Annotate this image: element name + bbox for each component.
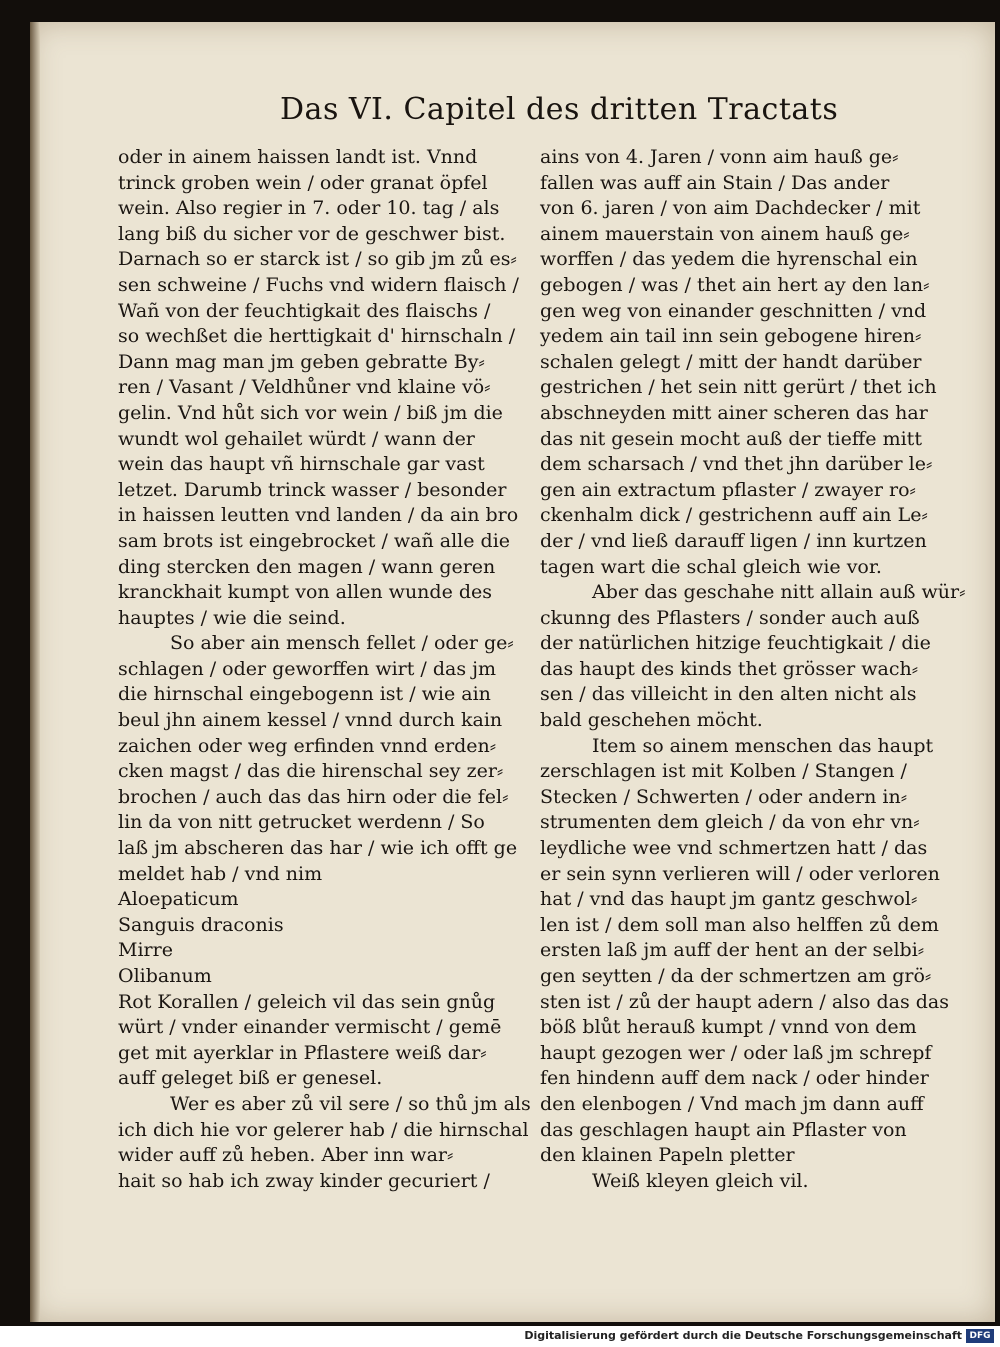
text-line: worffen / das yedem die hyrenschal ein [540, 248, 918, 271]
text-line: haupt gezogen wer / oder laß jm schrepf [540, 1041, 932, 1064]
text-line: würt / vnder einander vermischt / gemē [118, 1016, 502, 1039]
text-line: wein. Also regier in 7. oder 10. tag / als [118, 197, 500, 220]
text-line: ainem mauerstain von ainem hauß ge⸗ [540, 222, 910, 245]
text-line: den klainen Papeln pletter [540, 1144, 795, 1167]
text-line: wein das haupt vñ hirnschale gar vast [118, 453, 485, 476]
text-line: ich dich hie vor gelerer hab / die hirnschal [118, 1118, 529, 1141]
text-line: lin da von nitt getrucket werdenn / So [118, 811, 485, 834]
text-line: Sanguis draconis [118, 913, 284, 936]
text-line: dem scharsach / vnd thet jhn darüber le⸗ [540, 453, 933, 476]
text-line: Wer es aber zů vil sere / so thů jm als [170, 1092, 531, 1115]
text-line: Item so ainem menschen das haupt [592, 734, 934, 757]
text-line: leydliche wee vnd schmertzen hatt / das [540, 837, 928, 860]
text-line: ding stercken den magen / wann geren [118, 555, 496, 578]
text-line: Mirre [118, 939, 173, 962]
text-line: der / vnd ließ darauff ligen / inn kurtzen [540, 529, 927, 552]
text-line: fen hindenn auff dem nack / oder hinder [540, 1067, 929, 1090]
footer-bar [0, 1326, 1000, 1347]
text-line: er sein synn verlieren will / oder verloren [540, 862, 940, 885]
text-line: böß blůt herauß kumpt / vnnd von dem [540, 1016, 917, 1039]
dfg-logo: DFG [966, 1329, 994, 1343]
text-line: beul jhn ainem kessel / vnnd durch kain [118, 709, 503, 732]
text-line: Dann mag man jm geben gebratte By⸗ [118, 350, 485, 373]
running-header: Das VI. Capitel des dritten Tractats [280, 92, 839, 127]
text-line: Rot Korallen / geleich vil das sein gnůg [118, 990, 496, 1013]
page-gutter-shadow [30, 22, 40, 1322]
text-line: Weiß kleyen gleich vil. [592, 1169, 809, 1192]
text-line: kranckhait kumpt von allen wunde des [118, 581, 493, 604]
text-line: hauptes / wie die seind. [118, 606, 346, 629]
text-line: Wañ von der feuchtigkait des flaischs / [118, 299, 491, 322]
funding-credit: Digitalisierung gefördert durch die Deutsche Forschungsgemeinschaft [524, 1329, 962, 1342]
text-line: lang biß du sicher vor de geschwer bist. [118, 222, 506, 245]
text-line: ersten laß jm auff der hent an der selbi⸗ [540, 939, 925, 962]
text-line: ren / Vasant / Veldhůner vnd klaine vö⸗ [118, 376, 491, 399]
text-line: laß jm abscheren das har / wie ich offt ge [118, 837, 518, 860]
text-line: ckunng des Pflasters / sonder auch auß [540, 606, 920, 629]
text-line: gen seytten / da der schmertzen am grö⸗ [540, 965, 932, 987]
text-line: das nit gesein mocht auß der tieffe mitt [540, 427, 922, 450]
text-line: ains von 4. Jaren / vonn aim hauß ge⸗ [540, 146, 899, 168]
text-line: hat / vnd das haupt jm gantz geschwol⸗ [540, 888, 918, 911]
text-line: das geschlagen haupt ain Pflaster von [540, 1118, 907, 1141]
text-line: hait so hab ich zway kinder gecuriert / [118, 1169, 490, 1192]
text-line: Olibanum [118, 965, 212, 987]
text-line: in haissen leutten vnd landen / da ain bro [118, 504, 519, 527]
text-line: oder in ainem haissen landt ist. Vnnd [118, 146, 478, 168]
text-line: sten ist / zů der haupt adern / also das das [540, 990, 949, 1013]
text-line: das haupt des kinds thet grösser wach⸗ [540, 657, 919, 680]
text-line: yedem ain tail inn sein gebogene hiren⸗ [540, 325, 922, 348]
text-line: meldet hab / vnd nim [118, 862, 323, 885]
text-line: die hirnschal eingebogenn ist / wie ain [118, 683, 491, 706]
text-line: tagen wart die schal gleich wie vor. [540, 555, 882, 578]
text-line: fallen was auff ain Stain / Das ander [540, 171, 890, 194]
text-line: Aber das geschahe nitt allain auß wür⸗ [592, 581, 966, 604]
text-line: schlagen / oder geworffen wirt / das jm [118, 657, 497, 680]
text-line: len ist / dem soll man also helffen zů dem [540, 913, 939, 936]
text-line: Stecken / Schwerten / oder andern in⸗ [540, 785, 908, 808]
text-line: der natürlichen hitzige feuchtigkait / die [540, 632, 931, 655]
text-line: gebogen / was / thet ain hert ay den lan⸗ [540, 273, 930, 296]
text-line: ckenhalm dick / gestrichenn auff ain Le⸗ [540, 504, 928, 527]
text-line: gelin. Vnd hůt sich vor wein / biß jm die [118, 401, 503, 424]
text-line: wider auff zů heben. Aber inn war⸗ [118, 1144, 454, 1167]
text-line: schalen gelegt / mitt der handt darüber [540, 350, 922, 373]
text-line: bald geschehen möcht. [540, 709, 763, 732]
text-line: zaichen oder weg erfinden vnnd erden⸗ [118, 734, 497, 757]
text-line: strumenten dem gleich / da von ehr vn⸗ [540, 811, 920, 834]
right-text-column [540, 145, 965, 1194]
text-line: gen weg von einander geschnitten / vnd [540, 299, 927, 322]
text-line: trinck groben wein / oder granat öpfel [118, 171, 488, 194]
text-line: gestrichen / het sein nitt gerürt / thet ich [540, 376, 937, 399]
text-line: cken magst / das die hirenschal sey zer⸗ [118, 760, 504, 783]
text-line: von 6. jaren / von aim Dachdecker / mit [540, 197, 921, 220]
text-line: gen ain extractum pflaster / zwayer ro⸗ [540, 478, 916, 501]
text-line: get mit ayerklar in Pflastere weiß dar⸗ [118, 1041, 487, 1064]
text-line: letzet. Darumb trinck wasser / besonder [118, 478, 507, 501]
text-line: abschneyden mitt ainer scheren das har [540, 401, 928, 424]
text-line: den elenbogen / Vnd mach jm dann auff [540, 1092, 924, 1115]
text-line: sen schweine / Fuchs vnd widern flaisch / [118, 273, 519, 296]
text-line: so wechßet die herttigkait d' hirnschaln / [118, 325, 516, 348]
text-line: So aber ain mensch fellet / oder ge⸗ [170, 632, 514, 655]
text-line: Darnach so er starck ist / so gib jm zů es⸗ [118, 248, 517, 271]
text-line: auff geleget biß er genesel. [118, 1067, 383, 1090]
text-line: brochen / auch das das hirn oder die fel⸗ [118, 785, 509, 808]
text-line: Aloepaticum [118, 888, 239, 911]
text-line: wundt wol gehailet würdt / wann der [118, 427, 475, 450]
text-line: sen / das villeicht in den alten nicht als [540, 683, 917, 706]
left-text-column [118, 145, 531, 1194]
text-line: zerschlagen ist mit Kolben / Stangen / [540, 760, 907, 783]
text-line: sam brots ist eingebrocket / wañ alle die [118, 529, 511, 552]
